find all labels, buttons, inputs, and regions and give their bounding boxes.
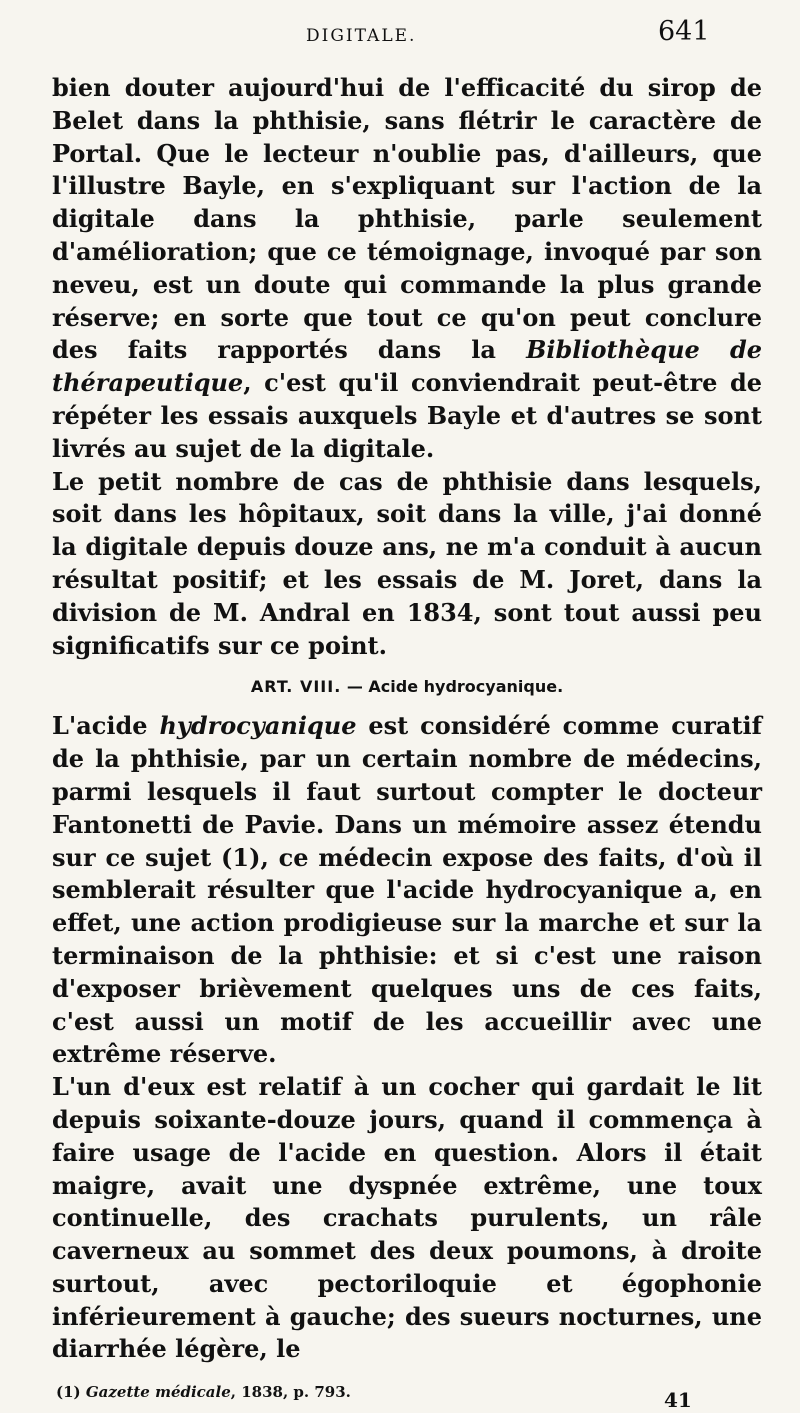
paragraph: Le petit nombre de cas de phthisie dans lesquels, soit dans les hôpitaux, soit dans la ville, j'ai donné la digitale depuis douze ans, ne m'a conduit à aucun résultat positif; et les essais de M. Joret, dans la division de M. Andral en 1834, sont tout aussi peu significatifs sur ce point. [52, 466, 762, 660]
paragraph: L'un d'eux est relatif à un cocher qui gardait le lit depuis soixante-douze jours, quand il commença à faire usage de l'acide en question. Alors il était maigre, avait une dyspnée extrême, une toux continuelle, des crachats purulents, un râle caverneux au sommet des deux poumons, à droite surtout, avec pectoriloquie et égophonie inférieurement à gauche; des sueurs nocturnes, une diarrhée légère, le [52, 1072, 762, 1364]
signature-mark: 41 [664, 1388, 692, 1412]
paragraph: L'acide hydrocyanique est considéré comme curatif de la phthisie, par un certain nombre de médecins, parmi lesquels il faut surtout compter le docteur Fantonetti de Pavie. Dans un mémoire assez étendu sur ce sujet (1), ce médecin expose des faits, d'où il semblerait résulter que l'acide hydrocyanique a, en effet, une action prodigieuse sur la marche et sur la terminaison de la phthisie: et si c'est une raison d'exposer brièvement quelques uns de ces faits, c'est aussi un motif de les accueillir avec une extrême réserve. [52, 711, 762, 1069]
section-heading [52, 676, 762, 698]
article-title: — Acide hydrocyanique. [346, 677, 564, 697]
footnote: (1) Gazette médicale, 1838, p. 793. [56, 1383, 351, 1401]
running-title: DIGITALE. [306, 26, 417, 46]
book-title: Bibliothèque de thérapeutique [52, 335, 762, 398]
italic-term: hydrocyanique [159, 711, 357, 741]
article-number: ART. VIII. [250, 677, 342, 697]
running-head [0, 16, 800, 50]
footnote-source: Gazette médicale [85, 1383, 231, 1401]
body-text [52, 72, 762, 1366]
page-number: 641 [658, 16, 710, 47]
paragraph: bien douter aujourd'hui de l'efficacité du sirop de Belet dans la phthisie, sans flétrir le caractère de Portal. Que le lecteur n'oublie pas, d'ailleurs, que l'illustre Bayle, en s'expliquant sur l'action de la digitale dans la phthisie, parle seulement d'amélioration; que ce témoignage, invoqué par son neveu, est un doute qui commande la plus grande réserve; en sorte que tout ce qu'on peut conclure des faits rapportés dans la Bibliothèque de thérapeutique, c'est qu'il conviendrait peut-être de répéter les essais auxquels Bayle et d'autres se sont livrés au sujet de la digitale. [52, 73, 762, 463]
